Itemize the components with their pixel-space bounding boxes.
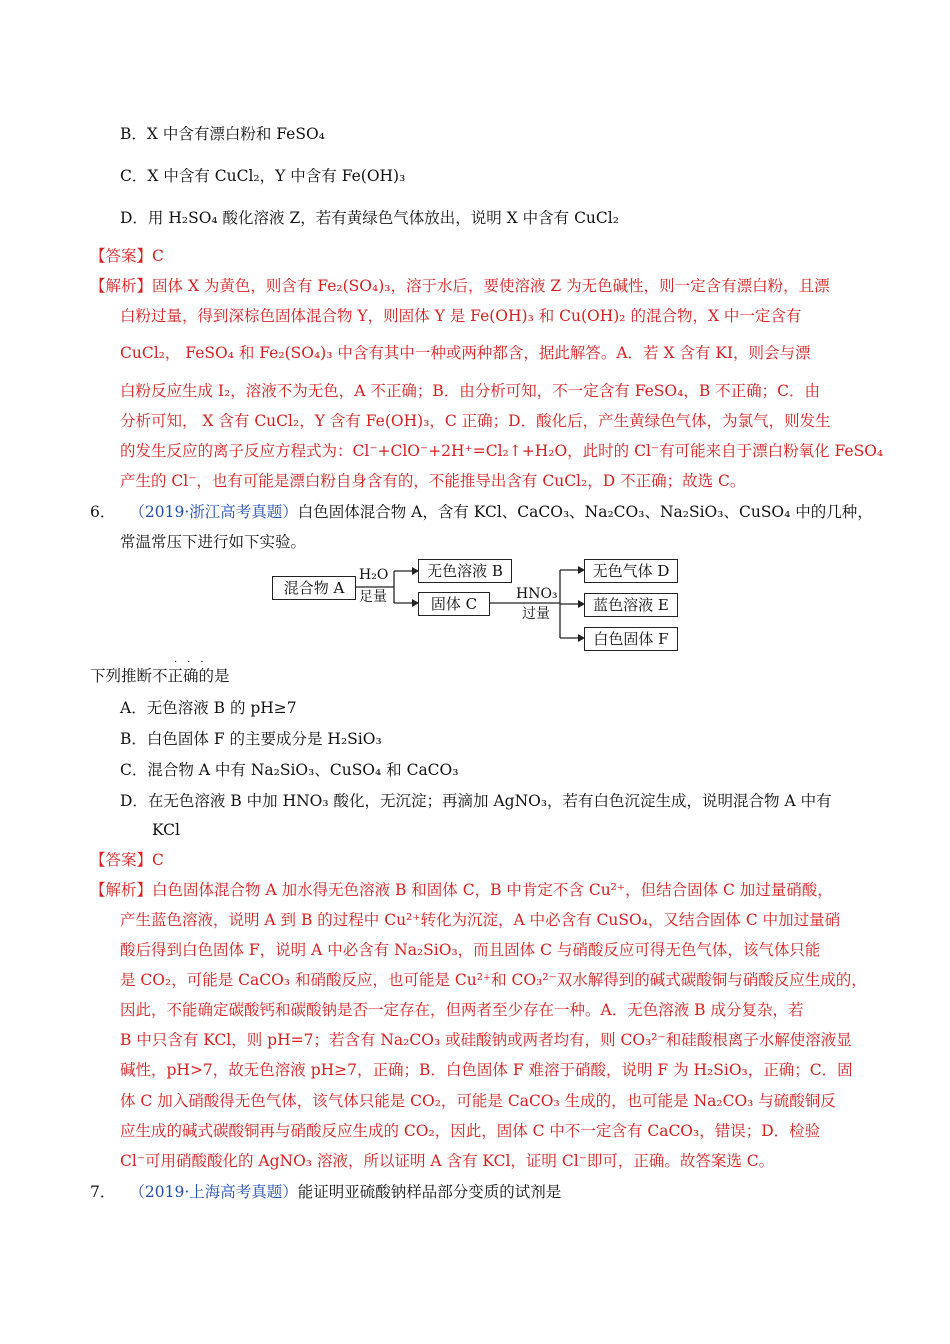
q5-option-b: B．X 中含有漂白粉和 FeSO₄ <box>120 125 325 143</box>
q6-analysis-line-5: 因此，不能确定碳酸钙和碳酸钠是否一定存在，但两者至少存在一种。A．无色溶液 B 成分复杂，若 <box>120 1001 804 1019</box>
q6-answer <box>90 850 164 870</box>
question-number: 7． <box>90 1183 116 1201</box>
mixture-a-box: 混合物 A <box>272 576 356 600</box>
q6-analysis-line-6: B 中只含有 KCl，则 pH=7；若含有 Na₂CO₃ 或硅酸钠或两者均有，则 CO₃²⁻和硅酸根离子水解使溶液显 <box>120 1031 852 1049</box>
q6-analysis-line-10: Cl⁻可用硝酸酸化的 AgNO₃ 溶液，所以证明 A 含有 KCl，证明 Cl⁻即可，正确。故答案选 C。 <box>120 1152 775 1170</box>
q5-analysis-line-5: 分析可知， X 含有 CuCl₂，Y 含有 Fe(OH)₃，C 正确；D．酸化后，产生黄绿色气体，为氯气，则发生 <box>120 412 831 430</box>
q6-analysis-line-8: 体 C 加入硝酸得无色气体，该气体只能是 CO₂，可能是 CaCO₃ 生成的，也可能是 Na₂CO₃ 与硫酸铜反 <box>120 1092 836 1110</box>
emphasis-dots: ··· <box>174 657 214 668</box>
q6-analysis-line-4: 是 CO₂，可能是 CaCO₃ 和硝酸反应，也可能是 Cu²⁺和 CO₃²⁻双水解得到的碱式碳酸铜与硝酸反应生成的， <box>120 971 867 989</box>
q6-option-c: C．混合物 A 中有 Na₂SiO₃、CuSO₄ 和 CaCO₃ <box>120 761 459 779</box>
analysis-tag: 【解析】 <box>90 277 153 295</box>
experiment-flow-diagram <box>272 556 682 656</box>
q5-answer <box>90 246 164 266</box>
q5-option-c: C．X 中含有 CuCl₂，Y 中含有 Fe(OH)₃ <box>120 167 406 185</box>
solution-b-box: 无色溶液 B <box>418 559 512 583</box>
q6-option-b: B．白色固体 F 的主要成分是 H₂SiO₃ <box>120 730 382 748</box>
q6-analysis-line-7: 碱性，pH>7，故无色溶液 pH≥7，正确；B．白色固体 F 难溶于硝酸，说明 F 为 H₂SiO₃，正确；C．固 <box>120 1061 853 1079</box>
question-stem: 白色固体混合物 A，含有 KCl、CaCO₃、Na₂CO₃、Na₂SiO₃、CuSO₄ 中的几种， <box>297 503 873 521</box>
q5-analysis-line-2: 白粉过量，得到深棕色固体混合物 Y，则固体 Y 是 Fe(OH)₃ 和 Cu(OH)₂ 的混合物，X 中一定含有 <box>120 307 802 325</box>
question-stem: 能证明亚硫酸钠样品部分变质的试剂是 <box>297 1183 562 1201</box>
answer-value: C <box>152 247 164 265</box>
answer-tag: 【答案】 <box>90 851 153 869</box>
q5-analysis-line-4: 白粉反应生成 I₂，溶液不为无色，A 不正确；B．由分析可知，不一定含有 FeSO₄，B 不正确；C．由 <box>120 382 821 400</box>
analysis-text: 白色固体混合物 A 加水得无色溶液 B 和固体 C，B 中肯定不含 Cu²⁺，但结合固体 C 加过量硝酸， <box>152 881 833 899</box>
reagent-amount-label: 足量 <box>359 589 387 605</box>
solid-f-box: 白色固体 F <box>584 627 678 651</box>
q5-option-d: D．用 H₂SO₄ 酸化溶液 Z，若有黄绿色气体放出，说明 X 中含有 CuCl₂ <box>120 209 619 227</box>
q5-analysis-line-1 <box>90 276 830 296</box>
q5-analysis-line-6: 的发生反应的离子反应方程式为：Cl⁻+ClO⁻+2H⁺=Cl₂↑+H₂O，此时的 Cl⁻有可能来自于漂白粉氧化 FeSO₄ <box>120 442 884 460</box>
q7-stem <box>90 1182 561 1202</box>
question-source: （2019·浙江高考真题） <box>129 503 298 521</box>
solid-c-box: 固体 C <box>418 592 490 616</box>
q6-analysis-line-2: 产生蓝色溶液，说明 A 到 B 的过程中 Cu²⁺转化为沉淀，A 中必含有 CuSO₄，又结合固体 C 中加过量硝 <box>120 911 841 929</box>
q6-stem-line-2: 常温常压下进行如下实验。 <box>120 533 307 551</box>
q6-question: 下列推断不正确的是 <box>90 667 230 685</box>
question-number: 6． <box>90 503 116 521</box>
question-source: （2019·上海高考真题） <box>129 1183 298 1201</box>
q6-option-d-cont: KCl <box>152 821 180 839</box>
q6-option-d: D．在无色溶液 B 中加 HNO₃ 酸化，无沉淀；再滴加 AgNO₃，若有白色沉淀生成，说明混合物 A 中有 <box>120 792 832 810</box>
q6-stem-line-1 <box>90 502 873 522</box>
analysis-text: 固体 X 为黄色，则含有 Fe₂(SO₄)₃，溶于水后，要使溶液 Z 为无色碱性，则一定含有漂白粉，且漂 <box>152 277 830 295</box>
q6-analysis-line-1 <box>90 880 833 900</box>
answer-value: C <box>152 851 164 869</box>
gas-d-box: 无色气体 D <box>584 559 678 583</box>
analysis-tag: 【解析】 <box>90 881 153 899</box>
q5-analysis-line-3: CuCl₂， FeSO₄ 和 Fe₂(SO₄)₃ 中含有其中一种或两种都含，据此解答。A．若 X 含有 KI，则会与漂 <box>120 344 811 362</box>
reagent-excess-label: 过量 <box>522 606 550 622</box>
reagent-nitric-acid-label: HNO₃ <box>516 586 558 602</box>
answer-tag: 【答案】 <box>90 247 153 265</box>
reagent-water-label: H₂O <box>359 567 389 583</box>
solution-e-box: 蓝色溶液 E <box>584 593 678 617</box>
q6-analysis-line-9: 应生成的碱式碳酸铜再与硝酸反应生成的 CO₂，因此，固体 C 中不一定含有 CaCO₃，错误；D．检验 <box>120 1122 821 1140</box>
q6-option-a: A．无色溶液 B 的 pH≥7 <box>120 699 297 717</box>
q5-analysis-line-7: 产生的 Cl⁻，也有可能是漂白粉自身含有的，不能推导出含有 CuCl₂，D 不正确；故选 C。 <box>120 472 746 490</box>
q6-analysis-line-3: 酸后得到白色固体 F，说明 A 中必含有 Na₂SiO₃，而且固体 C 与硝酸反应可得无色气体，该气体只能 <box>120 941 821 959</box>
